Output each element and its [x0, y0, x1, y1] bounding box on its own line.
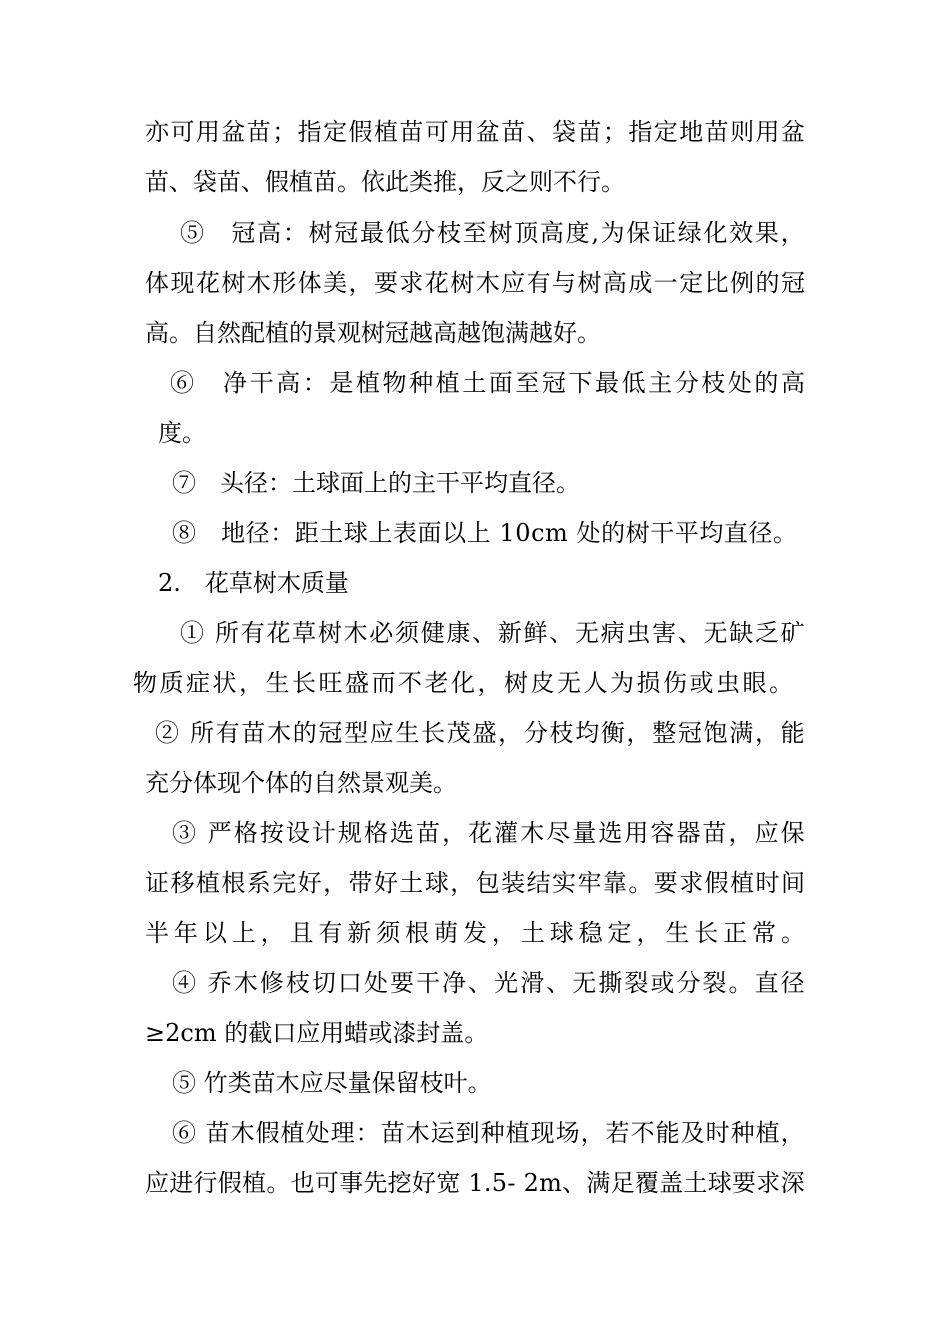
text-line-14: 充分体现个体的自然景观美。	[145, 769, 457, 797]
text-line-12: 物质症状，生长旺盛而不老化，树皮无人为损伤或虫眼。	[133, 669, 796, 697]
text-line-5: 高。自然配植的景观树冠越高越饱满越好。	[145, 319, 601, 347]
text-line-6: ⑥ 净干高：是植物种植土面至冠下最低主分枝处的高	[170, 369, 808, 397]
text-line-16: 证移植根系完好，带好土球，包装结实牢靠。要求假植时间	[145, 869, 807, 897]
text-line-4: 体现花树木形体美，要求花树木应有与树高成一定比例的冠	[145, 269, 807, 297]
text-line-21: ⑥ 苗木假植处理：苗木运到种植现场，若不能及时种植，	[172, 1119, 806, 1147]
text-line-15: ③ 严格按设计规格选苗，花灌木尽量选用容器苗，应保	[172, 819, 807, 847]
text-line-8: ⑦ 头径：土球面上的主干平均直径。	[172, 469, 580, 497]
text-line-13: ② 所有苗木的冠型应生长茂盛，分枝均衡，整冠饱满，能	[155, 719, 807, 747]
text-line-22: 应进行假植。也可事先挖好宽 1.5- 2m、满足覆盖土球要求深	[145, 1169, 805, 1197]
text-line-1: 亦可用盆苗；指定假植苗可用盆苗、袋苗；指定地苗则用盆	[145, 118, 807, 146]
text-line-20: ⑤ 竹类苗木应尽量保留枝叶。	[172, 1069, 492, 1097]
text-line-7: 度。	[158, 419, 206, 447]
section-heading: 2. 花草树木质量	[158, 569, 349, 597]
text-line-19: ≥2cm 的截口应用蜡或漆封盖。	[145, 1019, 489, 1047]
text-line-11: ① 所有花草树木必须健康、新鲜、无病虫害、无缺乏矿	[180, 619, 807, 647]
text-line-9: ⑧ 地径：距土球上表面以上 10cm 处的树干平均直径。	[172, 519, 798, 547]
text-line-3: ⑤ 冠高：树冠最低分枝至树顶高度,为保证绿化效果，	[180, 219, 807, 247]
text-line-18: ④ 乔木修枝切口处要干净、光滑、无撕裂或分裂。直径	[172, 969, 807, 997]
text-line-17: 半年以上，且有新须根萌发，土球稳定，生长正常。	[145, 919, 810, 947]
text-line-2: 苗、袋苗、假植苗。依此类推，反之则不行。	[145, 168, 625, 196]
